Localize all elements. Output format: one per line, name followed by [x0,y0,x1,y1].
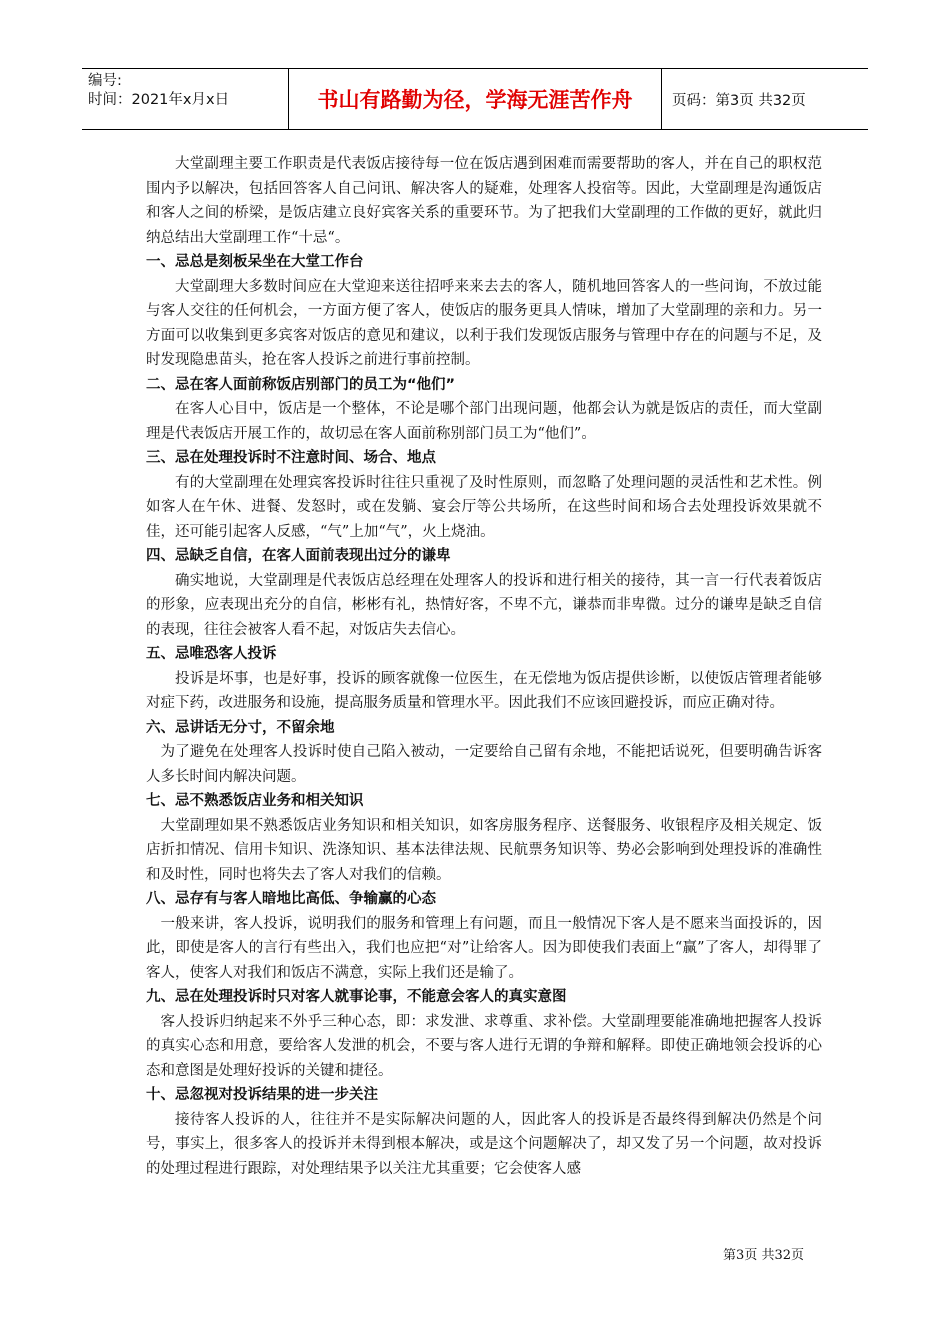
header-meta [82,69,288,129]
section-heading-9: 九、忌在处理投诉时只对客人就事论事，不能意会客人的真实意图 [146,989,567,1005]
section-heading-5: 五、忌唯恐客人投诉 [146,646,277,662]
section-heading-7: 七、忌不熟悉饭店业务和相关知识 [146,793,364,809]
section-heading-2: 二、忌在客人面前称饭店别部门的员工为“他们” [146,376,456,393]
document-date-label: 时间：2021年x月x日 [88,92,230,108]
document-number-label: 编号: [88,73,122,89]
page-header [82,68,868,130]
document-body [146,152,822,1181]
section-body-5: 投诉是坏事，也是好事，投诉的顾客就像一位医生，在无偿地为饭店提供诊断，以使饭店管理者能够对症下药，改进服务和设施，提高服务质量和管理水平。因此我们不应该回避投诉，而应正确对待。 [146,670,822,711]
section-body-10: 接待客人投诉的人，往往并不是实际解决问题的人，因此客人的投诉是否最终得到解决仍然是个问号，事实上，很多客人的投诉并未得到根本解决，或是这个问题解决了，却又发了另一个问题，故对投诉的处理过程进行跟踪，对处理结果予以关注尤其重要；它会使客人感 [146,1111,822,1177]
section-heading-6: 六、忌讲话无分寸，不留余地 [146,719,335,736]
section-body-4: 确实地说，大堂副理是代表饭店总经理在处理客人的投诉和进行相关的接待，其一言一行代表着饭店的形象，应表现出充分的自信，彬彬有礼，热情好客，不卑不亢，谦恭而非卑微。过分的谦卑是缺乏自信的表现，往往会被客人看不起，对饭店失去信心。 [146,572,822,638]
section-body-2: 在客人心目中，饭店是一个整体，不论是哪个部门出现问题，他都会认为就是饭店的责任，而大堂副理是代表饭店开展工作的，故切忌在客人面前称别部门员工为“他们”。 [146,401,822,442]
section-body-9: 客人投诉归纳起来不外乎三种心态，即：求发泄、求尊重、求补偿。大堂副理要能准确地把握客人投诉的真实心态和用意，要给客人发泄的机会，不要与客人进行无谓的争辩和解释。即使正确地领会投诉的心态和意图是处理好投诉的关键和捷径。 [146,1013,822,1079]
intro-paragraph: 大堂副理主要工作职责是代表饭店接待每一位在饭店遇到困难而需要帮助的客人，并在自己的职权范围内予以解决，包括回答客人自己问讯、解决客人的疑难，处理客人投宿等。因此，大堂副理是沟通饭店和客人之间的桥梁，是饭店建立良好宾客关系的重要环节。为了把我们大堂副理的工作做的更好，就此归纳总结出大堂副理工作“十忌“。 [146,156,822,246]
section-heading-4: 四、忌缺乏自信，在客人面前表现出过分的谦卑 [146,548,451,564]
page-footer: 第3页 共32页 [723,1248,804,1263]
section-heading-8: 八、忌存有与客人暗地比高低、争输赢的心态 [146,891,436,907]
section-heading-10: 十、忌忽视对投诉结果的进一步关注 [146,1087,378,1103]
section-body-3: 有的大堂副理在处理宾客投诉时往往只重视了及时性原则，而忽略了处理问题的灵活性和艺术性。例如客人在午休、进餐、发怒时，或在发躺、宴会厅等公共场所，在这些时间和场合去处理投诉效果就不佳，还可能引起客人反感，“气”上加“气”，火上烧油。 [146,474,822,540]
section-heading-1: 一、忌总是刻板呆坐在大堂工作台 [146,254,364,270]
section-body-1: 大堂副理大多数时间应在大堂迎来送往招呼来来去去的客人，随机地回答客人的一些问询，不放过能与客人交往的任何机会，一方面方便了客人，使饭店的服务更具人情味，增加了大堂副理的亲和力。另一方面可以收集到更多宾客对饭店的意见和建议，以利于我们发现饭店服务与管理中存在的问题与不足，及时发现隐患苗头，抢在客人投诉之前进行事前控制。 [146,278,822,368]
header-motto: 书山有路勤为径，学海无涯苦作舟 [288,69,662,129]
header-page-number: 页码：第3页 共32页 [672,92,806,109]
section-body-6: 为了避免在处理客人投诉时使自己陷入被动，一定要给自己留有余地，不能把话说死，但要明确告诉客人多长时间内解决问题。 [146,744,822,785]
section-heading-3: 三、忌在处理投诉时不注意时间、场合、地点 [146,450,436,466]
section-body-8: 一般来讲，客人投诉，说明我们的服务和管理上有问题，而且一般情况下客人是不愿来当面投诉的，因此，即使是客人的言行有些出入，我们也应把“对”让给客人。因为即使我们表面上“赢”了客人，却得罪了客人，使客人对我们和饭店不满意，实际上我们还是输了。 [146,915,822,981]
section-body-7: 大堂副理如果不熟悉饭店业务知识和相关知识，如客房服务程序、送餐服务、收银程序及相关规定、饭店折扣情况、信用卡知识、洗涤知识、基本法律法规、民航票务知识等、势必会影响到处理投诉的准确性和及时性，同时也将失去了客人对我们的信赖。 [146,817,822,883]
